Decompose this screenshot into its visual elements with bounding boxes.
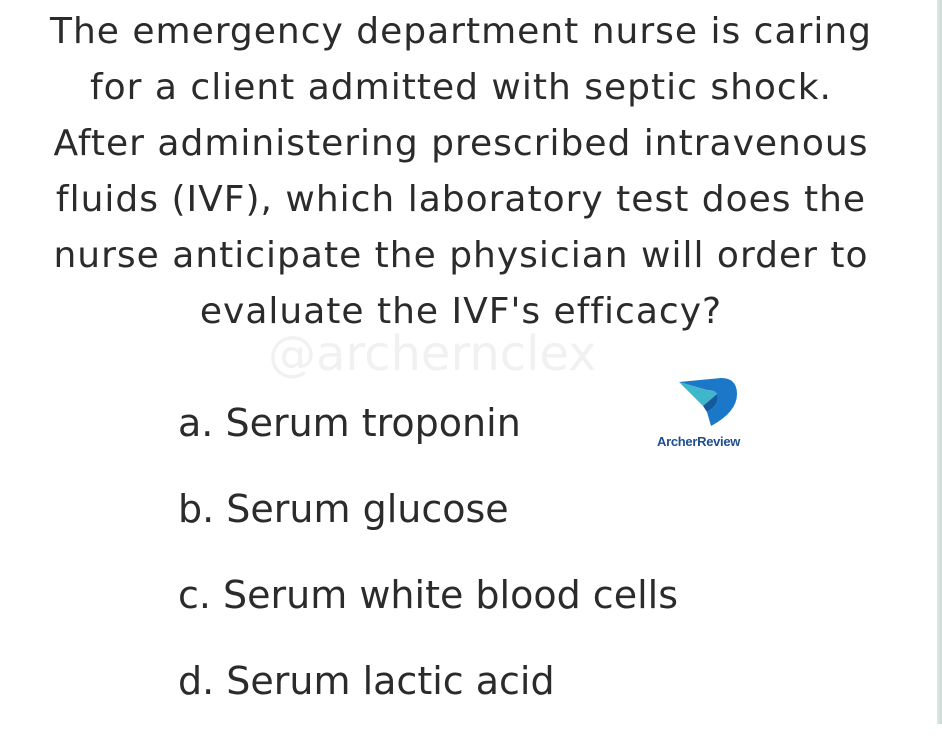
question-text bbox=[10, 4, 912, 340]
question-line: fluids (IVF), which laboratory test does the bbox=[55, 179, 867, 220]
answer-options bbox=[178, 392, 678, 736]
option-d[interactable]: d. Serum lactic acid bbox=[178, 659, 555, 703]
archer-logo-icon bbox=[677, 372, 743, 432]
question-line: evaluate the IVF's efficacy? bbox=[199, 291, 723, 332]
question-line: After administering prescribed intravenous bbox=[53, 123, 869, 164]
logo-text: ArcherReview bbox=[657, 434, 741, 449]
question-line: nurse anticipate the physician will order to bbox=[53, 235, 869, 276]
watermark: @archernclex bbox=[268, 326, 597, 382]
option-c[interactable]: c. Serum white blood cells bbox=[178, 573, 678, 617]
page-edge bbox=[937, 0, 942, 724]
question-line: The emergency department nurse is caring bbox=[49, 11, 872, 52]
question-line: for a client admitted with septic shock. bbox=[89, 67, 833, 108]
option-a[interactable]: a. Serum troponin bbox=[178, 401, 521, 445]
option-b[interactable]: b. Serum glucose bbox=[178, 487, 509, 531]
